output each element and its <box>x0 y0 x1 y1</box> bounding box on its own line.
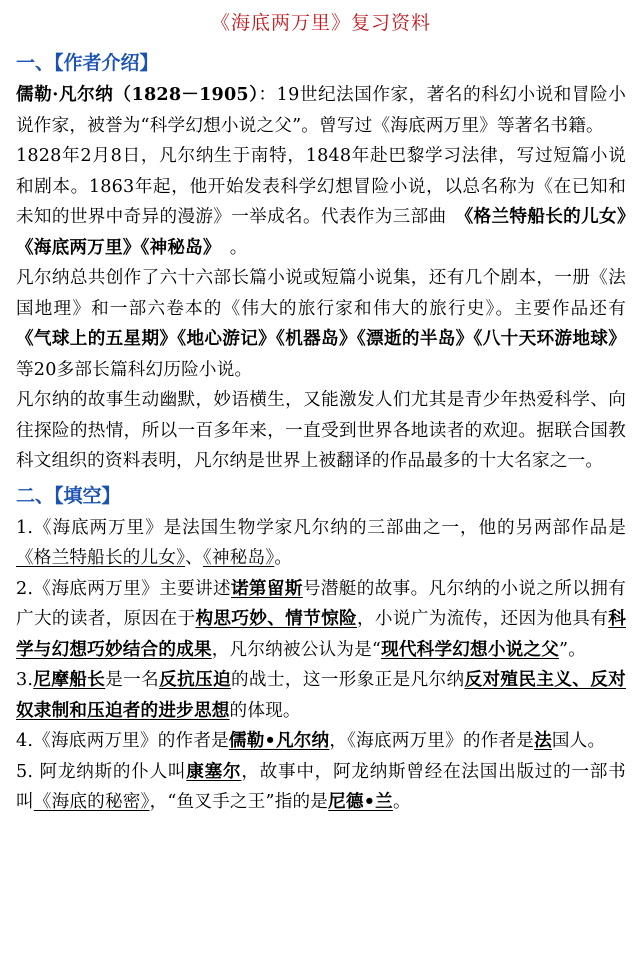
biography-paragraph <box>16 141 626 263</box>
question-5-text-2: ，故事中，阿龙纳斯曾经在法国出版过的一部书叫 <box>16 761 626 812</box>
question-4-text-3: 国人。 <box>551 731 606 751</box>
question-3-text-4: 的体现。 <box>229 700 301 721</box>
biography-text: 1828年2月8日，凡尔纳生于南特，1848年赴巴黎学习法律，写过短篇小说和剧本。1863年起，他开始发表科学幻想冒险小说，以总名称为《在已知和未知的世界中奇异的漫游》一举成名。代表作为三部曲 <box>16 146 626 227</box>
answer-5a: 康塞尔 <box>186 760 242 782</box>
question-5-text-3: ，“鱼叉手之王”指的是 <box>149 792 329 812</box>
document-title: 《海底两万里》复习资料 <box>210 12 431 34</box>
answer-5b: 《海底的秘密》 <box>33 792 150 812</box>
answer-1a: 《格兰特船长的儿女》 <box>16 548 186 568</box>
section-heading-fill: 二、【填空】 <box>16 484 121 507</box>
question-3-text-1: 3. <box>16 670 34 690</box>
works-text: 凡尔纳总共创作了六十六部长篇小说或短篇小说集，还有几个剧本，一册《法国地理》和一部六卷本的《伟大的旅行家和伟大的旅行史》。主要作品还有 <box>16 268 626 319</box>
question-5-text-1: 5. 阿龙纳斯的仆人叫 <box>16 761 187 782</box>
answer-3b: 反抗压迫 <box>159 669 231 690</box>
answer-3c: 反对殖民主义、反对奴隶制和压迫者的进步思想 <box>16 669 626 721</box>
answer-3a: 尼摩船长 <box>33 669 106 690</box>
question-1-sep: 、 <box>185 548 203 568</box>
question-5 <box>16 757 626 818</box>
answer-2d: 现代科学幻想小说之父 <box>381 638 560 660</box>
section-heading-author: 一、【作者介绍】 <box>16 52 159 74</box>
question-4-text-2: ，《海底两万里》的作者是 <box>329 731 535 751</box>
question-5-text-4: 。 <box>392 792 411 812</box>
question-3-text-3: 的战士，这一形象正是凡尔纳 <box>230 670 465 690</box>
answer-2a: 诺第留斯 <box>230 577 303 599</box>
question-1-end: 。 <box>274 548 293 568</box>
works-paragraph <box>16 263 626 385</box>
question-2-text-5: ”。 <box>559 639 587 660</box>
answer-1b: 《神秘岛》 <box>202 548 275 568</box>
question-1 <box>16 513 626 574</box>
question-2-text-4: ，凡尔纳被公认为是“ <box>211 639 382 660</box>
question-2-text-1: 2.《海底两万里》主要讲述 <box>16 578 231 599</box>
biography-end: 。 <box>211 237 248 258</box>
answer-5c: 尼德•兰 <box>328 791 393 812</box>
answer-4b: 法 <box>534 730 552 751</box>
major-works: 《气球上的五星期》《地心游记》《机器岛》《漂逝的半岛》《八十天环游地球》 <box>16 328 626 349</box>
question-2 <box>16 574 626 666</box>
question-2-text-3: ，小说广为流传，还因为他具有 <box>356 609 609 629</box>
answer-2c: 科学与幻想巧妙结合的成果 <box>16 608 626 660</box>
author-intro-paragraph <box>16 80 626 141</box>
author-name: 儒勒·凡尔纳（1828－1905） <box>16 84 259 105</box>
answer-4a: 儒勒•凡尔纳 <box>228 730 330 751</box>
question-4-text-1: 4.《海底两万里》的作者是 <box>16 731 229 751</box>
question-4 <box>16 726 626 757</box>
answer-2b: 构思巧妙、情节惊险 <box>195 608 357 629</box>
influence-paragraph: 凡尔纳的故事生动幽默，妙语横生，又能激发人们尤其是青少年热爱科学、向往探险的热情，所以一百多年来，一直受到世界各地读者的欢迎。据联合国教科文组织的资料表明，凡尔纳是世界上被翻译的作品最多的十大名家之一。 <box>16 390 626 471</box>
question-2-text-2: 号潜艇的故事。凡尔纳的小说之所以拥有广大的读者，原因在于 <box>16 578 626 629</box>
question-3 <box>16 665 626 726</box>
question-1-text: 1.《海底两万里》是法国生物学家凡尔纳的三部曲之一，他的另两部作品是 <box>16 517 626 538</box>
works-end: 等20多部长篇科幻历险小说。 <box>16 359 253 380</box>
question-3-text-2: 是一名 <box>105 670 160 690</box>
trilogy-works: 《格兰特船长的儿女》《海底两万里》《神秘岛》 <box>16 206 626 258</box>
author-intro-text: ：19世纪法国作家，著名的科幻小说和冒险小说作家，被誉为“科学幻想小说之父”。曾写过《海底两万里》等著名书籍。 <box>16 85 626 136</box>
